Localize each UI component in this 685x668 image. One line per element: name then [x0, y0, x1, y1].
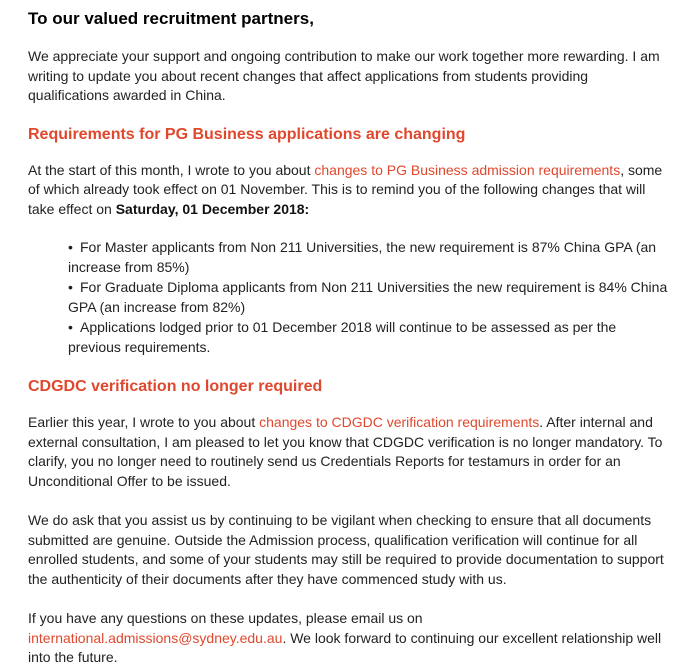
requirement-list	[28, 237, 671, 357]
closing-text-end: . We look forward to continuing our excellent relationship well into the future.	[28, 629, 662, 665]
list-item	[68, 277, 671, 317]
list-item-text: For Master applicants from Non 211 Universities, the new requirement is 87% China GPA (an increase from 85%)	[68, 239, 657, 275]
greeting-heading: To our valued recruitment partners,	[28, 9, 314, 28]
effective-date: Saturday, 01 December 2018:	[115, 200, 310, 217]
pg-business-heading: Requirements for PG Business applications are changing	[28, 125, 466, 143]
cdgdc-paragraph	[28, 413, 671, 491]
cdgdc-text-start: Earlier this year, I wrote to you about	[28, 414, 260, 430]
closing-paragraph	[28, 609, 671, 668]
list-item-text: Applications lodged prior to 01 December 2018 will continue to be assessed as per the previous requirements.	[68, 319, 617, 355]
cdgdc-requirements-link[interactable]: changes to CDGDC verification requirements	[259, 414, 540, 430]
pg-business-text-end: , some of which already took effect on 01 November. This is to remind you of the following changes that will take effect on	[28, 161, 663, 217]
cdgdc-heading: CDGDC verification no longer required	[28, 378, 323, 395]
bullet-icon: •	[68, 279, 73, 295]
admissions-email-link[interactable]: international.admissions@sydney.edu.au	[28, 629, 283, 646]
pg-business-text-start: At the start of this month, I wrote to you about	[28, 161, 315, 178]
bullet-icon: •	[68, 319, 73, 335]
vigilance-paragraph: We do ask that you assist us by continuing to be vigilant when checking to ensure that all documents submitted are genuine. Outside the Admission process, qualification verification will continue for all enrolled students, and some of your students may still be required to provide documentation to support the authenticity of their documents after they have commenced study with us.	[28, 512, 664, 587]
cdgdc-text-end: . After internal and external consultation, I am pleased to let you know that CDGDC verification is no longer mandatory. To clarify, you no longer need to routinely send us Credentials Reports for testamurs in order for an Unconditional Offer to be issued.	[28, 414, 663, 489]
intro-paragraph: We appreciate your support and ongoing contribution to make our work together more rewarding. I am writing to update you about recent changes that affect applications from students providing qualifications awarded in China.	[28, 48, 660, 103]
list-item	[68, 317, 671, 357]
list-item-text: For Graduate Diploma applicants from Non 211 Universities the new requirement is 84% China GPA (an increase from 82%)	[68, 279, 668, 315]
list-item	[68, 237, 671, 277]
pg-business-paragraph	[28, 161, 671, 220]
bullet-icon: •	[68, 239, 73, 255]
pg-business-requirements-link[interactable]: changes to PG Business admission requirements	[314, 161, 621, 178]
closing-text-start: If you have any questions on these updates, please email us on	[28, 610, 423, 626]
